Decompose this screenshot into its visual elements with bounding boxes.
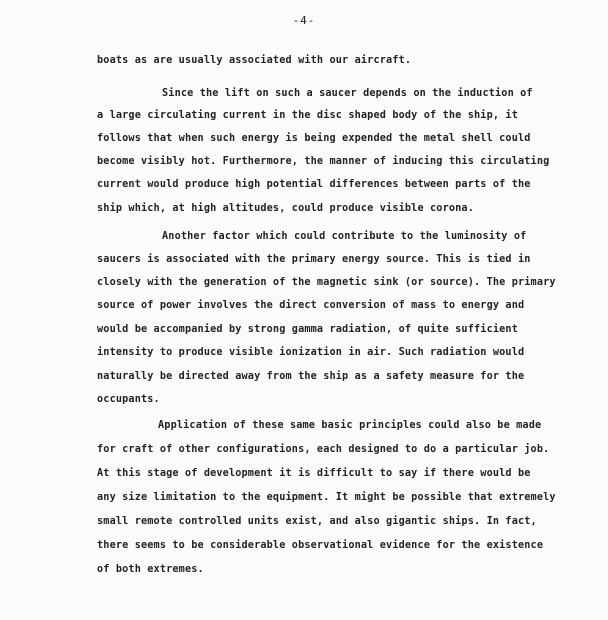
text-line: closely with the generation of the magnetic sink (or source). The primary xyxy=(97,277,556,288)
text-line: Another factor which could contribute to the luminosity of xyxy=(162,231,527,242)
text-line: intensity to produce visible ionization in air. Such radiation would xyxy=(97,347,525,358)
text-line: ship which, at high altitudes, could produce visible corona. xyxy=(97,203,475,214)
text-line: occupants. xyxy=(97,394,160,405)
text-line: there seems to be considerable observational evidence for the existence xyxy=(97,540,544,551)
text-line: saucers is associated with the primary energy source. This is tied in xyxy=(97,254,531,265)
text-line: a large circulating current in the disc shaped body of the ship, it xyxy=(97,110,518,121)
text-line: Since the lift on such a saucer depends on the induction of xyxy=(162,88,533,99)
text-line: At this stage of development it is difficult to say if there would be xyxy=(97,468,531,479)
page-number: -4- xyxy=(292,14,316,27)
text-line: boats as are usually associated with our aircraft. xyxy=(97,55,412,66)
text-line: Application of these same basic principles could also be made xyxy=(158,420,542,431)
text-line: naturally be directed away from the ship as a safety measure for the xyxy=(97,371,525,382)
text-line: for craft of other configurations, each designed to do a particular job. xyxy=(97,444,550,455)
text-line: source of power involves the direct conversion of mass to energy and xyxy=(97,300,525,311)
text-line: follows that when such energy is being expended the metal shell could xyxy=(97,133,531,144)
text-line: would be accompanied by strong gamma radiation, of quite sufficient xyxy=(97,324,518,335)
text-line: become visibly hot. Furthermore, the manner of inducing this circulating xyxy=(97,156,550,167)
text-line: small remote controlled units exist, and also gigantic ships. In fact, xyxy=(97,516,537,527)
text-line: current would produce high potential differences between parts of the xyxy=(97,179,531,190)
text-line: any size limitation to the equipment. It might be possible that extremely xyxy=(97,492,556,503)
text-line: of both extremes. xyxy=(97,564,204,575)
